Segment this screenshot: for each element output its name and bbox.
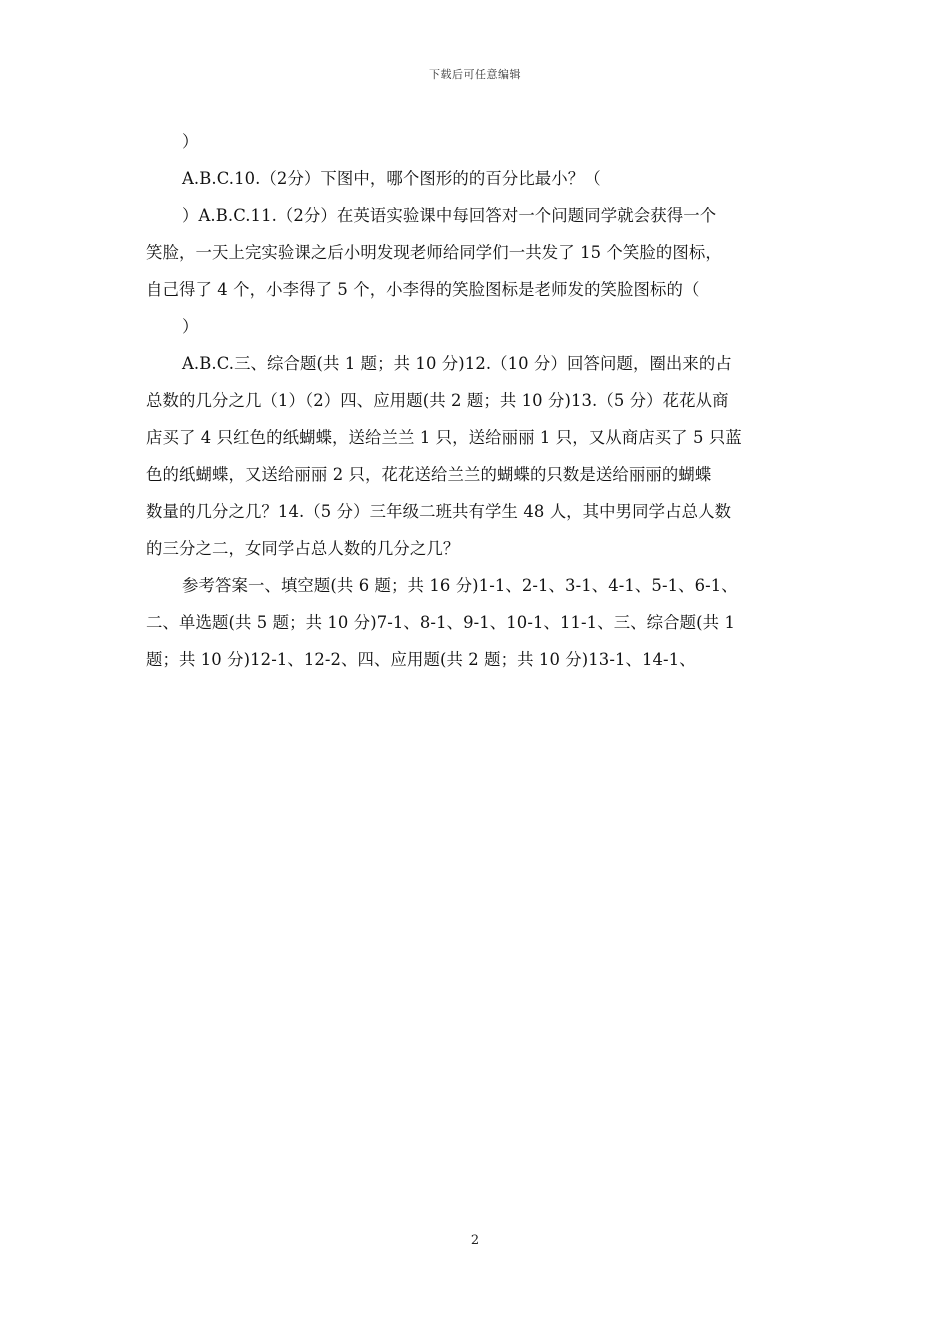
page-number: 2	[470, 1233, 480, 1248]
page-header: 下载后可任意编辑	[429, 68, 521, 81]
text-line: 总数的几分之几（1）（2）四、应用题(共 2 题；共 10 分)13.（5 分）花花从商	[146, 391, 729, 410]
text-line: ）	[182, 132, 199, 151]
text-line: 题；共 10 分)12-1、12-2、四、应用题(共 2 题；共 10 分)13-1、14-1、	[146, 650, 696, 669]
text-line: 色的纸蝴蝶，又送给丽丽 2 只，花花送给兰兰的蝴蝶的只数是送给丽丽的蝴蝶	[146, 465, 712, 484]
text-line: ）	[182, 317, 199, 336]
text-line: ）A.B.C.11.（2分）在英语实验课中每回答对一个问题同学就会获得一个	[182, 206, 717, 225]
text-line: 店买了 4 只红色的纸蝴蝶，送给兰兰 1 只，送给丽丽 1 只，又从商店买了 5 只蓝	[146, 428, 742, 447]
text-line: 参考答案一、填空题(共 6 题；共 16 分)1-1、2-1、3-1、4-1、5-1、6-1、	[182, 576, 738, 595]
text-line: A.B.C.10.（2分）下图中，哪个图形的的百分比最小？（	[182, 169, 601, 188]
text-line: 笑脸，一天上完实验课之后小明发现老师给同学们一共发了 15 个笑脸的图标，	[146, 243, 722, 262]
text-line: 数量的几分之几？14.（5 分）三年级二班共有学生 48 人，其中男同学占总人数	[146, 502, 732, 521]
document-body	[146, 123, 808, 678]
text-line: 二、单选题(共 5 题；共 10 分)7-1、8-1、9-1、10-1、11-1、三、综合题(共 1	[146, 613, 735, 632]
text-line: 自己得了 4 个，小李得了 5 个，小李得的笑脸图标是老师发的笑脸图标的（	[146, 280, 700, 299]
text-line: A.B.C.三、综合题(共 1 题；共 10 分)12.（10 分）回答问题，圈出来的占	[182, 354, 732, 373]
text-line: 的三分之二，女同学占总人数的几分之几？	[146, 539, 460, 558]
